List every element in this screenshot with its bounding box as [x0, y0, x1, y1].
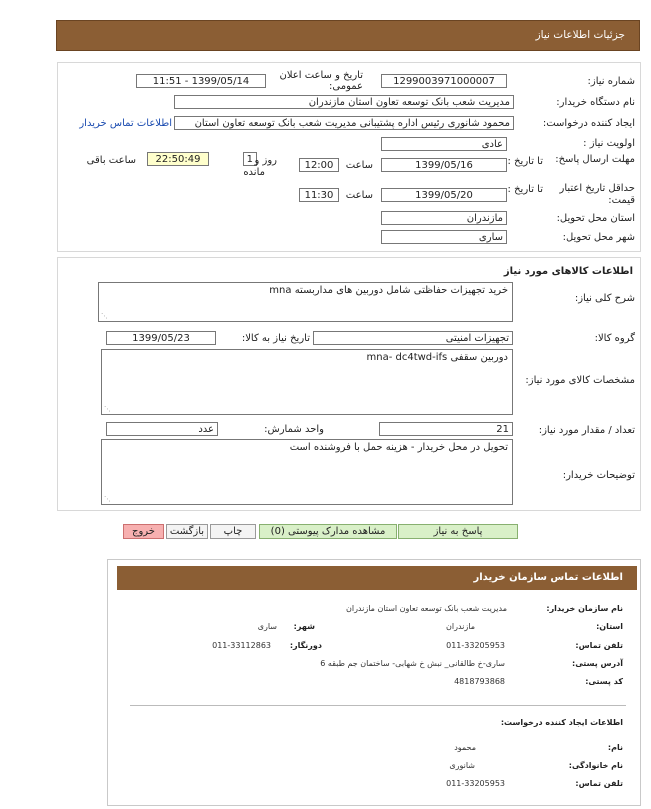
need-number-field: 1299003971000007 — [381, 74, 507, 88]
notes-textarea — [101, 439, 513, 505]
group-field: تجهیزات امنیتی — [313, 331, 513, 345]
group-label: گروه کالا: — [594, 333, 635, 344]
print-button[interactable]: چاپ — [210, 524, 256, 539]
attachments-button[interactable]: مشاهده مدارک پیوستی (0) — [259, 524, 397, 539]
need-date-label: تاریخ نیاز به کالا: — [241, 333, 310, 344]
validity-date-field: 1399/05/20 — [381, 188, 507, 202]
creator-title: اطلاعات ایجاد کننده درخواست: — [500, 718, 623, 727]
summary-text: خرید تجهیزات حفاظتی شامل دوربین های مداربسته mna — [269, 285, 508, 296]
reply-button[interactable]: پاسخ به نیاز — [398, 524, 518, 539]
deadline-date-field: 1399/05/16 — [381, 158, 507, 172]
deadline-label: مهلت ارسال پاسخ: — [555, 154, 635, 165]
remaining-suffix: مانده — [243, 167, 265, 178]
city-label: شهر محل تحویل: — [562, 232, 635, 243]
days-label: روز و — [254, 155, 277, 166]
contact-card-header — [117, 566, 637, 590]
contact-divider — [130, 705, 626, 706]
spec-textarea — [101, 349, 513, 415]
need-number-label: شماره نیاز: — [587, 76, 635, 87]
contact-postal: 4818793868 — [454, 677, 505, 686]
contact-province-label: استان: — [596, 622, 623, 631]
buyer-contact-link[interactable]: اطلاعات تماس خریدار — [79, 118, 172, 129]
contact-fax-label: دورنگار: — [289, 641, 322, 650]
validity-time-field: 11:30 — [299, 188, 339, 202]
contact-phone: 011-33205953 — [446, 641, 505, 650]
need-date-field: 1399/05/23 — [106, 331, 216, 345]
spec-label: مشخصات کالای مورد نیاز: — [525, 375, 635, 386]
spec-text: دوربین سقفی mna- dc4twd-ifs — [366, 352, 508, 363]
requester-label: ایجاد کننده درخواست: — [542, 118, 635, 129]
qty-field: 21 — [379, 422, 513, 436]
contact-postal-label: کد پستی: — [585, 677, 623, 686]
contact-fax: 011-33112863 — [212, 641, 271, 650]
summary-textarea — [98, 282, 513, 322]
goods-section-title: اطلاعات کالاهای مورد نیاز — [503, 266, 633, 277]
resize-grip-icon[interactable]: ⋰ — [104, 405, 111, 413]
buyer-org-field: مدیریت شعب بانک توسعه تعاون استان مازندران — [174, 95, 514, 109]
contact-city: ساری — [257, 622, 277, 631]
validity-time-label: ساعت — [345, 190, 373, 201]
remaining-time-field: 22:50:49 — [147, 152, 209, 166]
creator-family: شانوری — [449, 761, 475, 770]
deadline-time-label: ساعت — [345, 160, 373, 171]
days-count-field: 1 — [243, 152, 257, 166]
unit-label: واحد شمارش: — [264, 424, 324, 435]
contact-address-label: آدرس پستی: — [572, 659, 623, 668]
unit-field: عدد — [106, 422, 218, 436]
exit-button[interactable]: خروج — [123, 524, 164, 539]
page-title: جزئیات اطلاعات نیاز — [535, 29, 625, 41]
buyer-org-label: نام دستگاه خریدار: — [556, 97, 635, 108]
validity-label: حداقل تاریخ اعتبار قیمت: — [559, 183, 635, 206]
contact-card-title: اطلاعات تماس سازمان خریدار — [473, 572, 623, 583]
priority-label: اولویت نیاز : — [583, 138, 635, 149]
province-field: مازندران — [381, 211, 507, 225]
resize-grip-icon[interactable]: ⋰ — [101, 312, 108, 320]
back-button[interactable]: بازگشت — [166, 524, 208, 539]
contact-card — [107, 559, 641, 806]
contact-org-label: نام سازمان خریدار: — [546, 604, 623, 613]
page-header — [56, 20, 640, 51]
creator-phone-label: تلفن تماس: — [575, 779, 623, 788]
contact-address: ساری-خ طالقانی_ نبش خ شهابی- ساختمان جم طبقه 6 — [320, 659, 505, 668]
priority-field: عادی — [381, 137, 507, 151]
city-field: ساری — [381, 230, 507, 244]
deadline-time-field: 12:00 — [299, 158, 339, 172]
requester-field: محمود شانوری رئیس اداره پشتیبانی مدیریت شعب بانک توسعه تعاون استان — [174, 116, 514, 130]
creator-name-label: نام: — [607, 743, 623, 752]
validity-until-label: تا تاریخ : — [507, 184, 543, 195]
resize-grip-icon[interactable]: ⋰ — [104, 495, 111, 503]
province-label: استان محل تحویل: — [556, 213, 635, 224]
notes-label: توضیحات خریدار: — [562, 470, 635, 481]
creator-name: محمود — [454, 743, 476, 752]
notes-text: تحویل در محل خریدار - هزینه حمل با فروشنده است — [289, 442, 508, 453]
contact-city-label: شهر: — [293, 622, 315, 631]
deadline-until-label: تا تاریخ : — [507, 156, 543, 167]
contact-province: مازندران — [446, 622, 475, 631]
contact-org: مدیریت شعب بانک توسعه تعاون استان مازندران — [345, 604, 507, 613]
qty-label: تعداد / مقدار مورد نیاز: — [538, 425, 635, 436]
announce-label: تاریخ و ساعت اعلان عمومی: — [279, 70, 363, 92]
summary-label: شرح کلی نیاز: — [574, 293, 635, 304]
creator-family-label: نام خانوادگی: — [568, 761, 623, 770]
remaining-label: ساعت باقی — [86, 155, 136, 166]
contact-phone-label: تلفن تماس: — [575, 641, 623, 650]
announce-field: 1399/05/14 - 11:51 — [136, 74, 266, 88]
creator-phone: 011-33205953 — [446, 779, 505, 788]
